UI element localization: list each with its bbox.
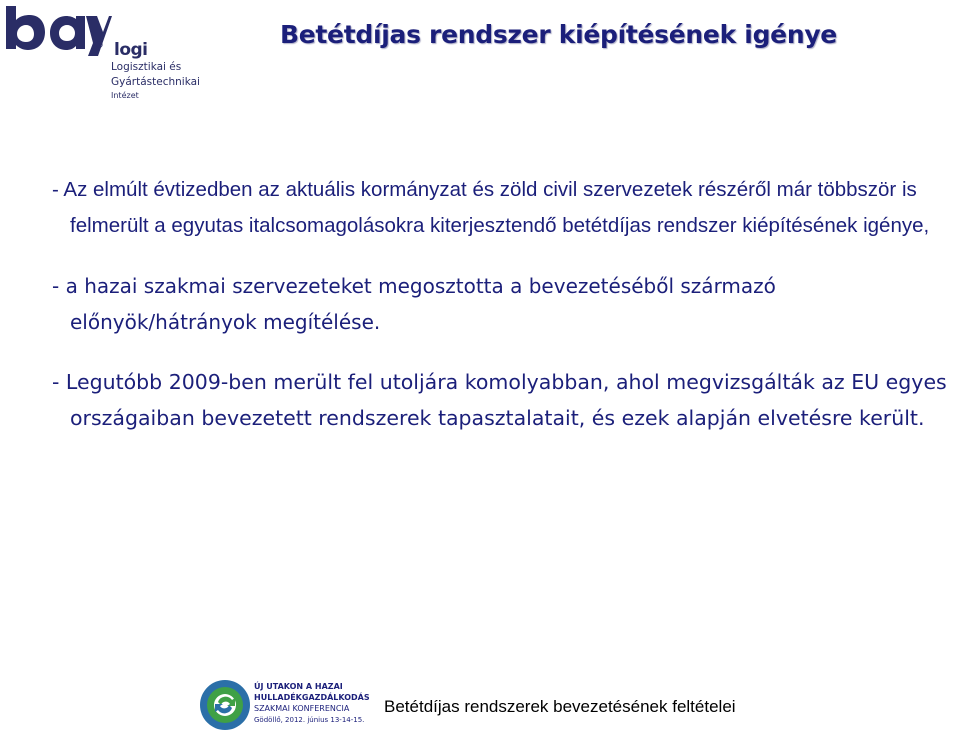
bay-logo <box>4 4 114 60</box>
conference-line-3: SZAKMAI KONFERENCIA <box>254 704 350 713</box>
page-title: Betétdíjas rendszer kiépítésének igénye <box>280 20 837 49</box>
paragraph-2: - a hazai szakmai szervezeteket megosztotta a bevezetéséből származó előnyök/hátrányok megítélése. <box>52 274 776 334</box>
conference-line-2: HULLADÉKGAZDÁLKODÁS <box>254 693 370 702</box>
conference-line-4: Gödöllő, 2012. június 13-14-15. <box>254 716 365 724</box>
logi-line-1: Logisztikai és <box>111 61 182 73</box>
paragraph-3: - Legutóbb 2009-ben merült fel utoljára komolyabban, ahol megvizsgálták az EU egyes országaiban bevezetett rendszerek tapasztalatait, és ezek alapján elvetésre került. <box>52 370 947 430</box>
conference-line-1: ÚJ UTAKON A HAZAI <box>254 682 343 691</box>
logo-area <box>4 4 214 100</box>
logi-logo: logi <box>114 40 148 60</box>
conference-logo <box>198 676 368 734</box>
footer-caption: Betétdíjas rendszerek bevezetésének feltételei <box>384 697 736 716</box>
logi-line-2: Gyártástechnikai <box>111 76 200 88</box>
registered-mark: ® <box>94 40 104 51</box>
logi-institute-name <box>111 60 200 102</box>
paragraph-1: - Az elmúlt évtizedben az aktuális kormányzat és zöld civil szervezetek részéről már többször is felmerült a egyutas italcsomagolásokra kiterjesztendő betétdíjas rendszer kiépítésének igénye, <box>52 178 930 237</box>
logi-sub: Intézet <box>111 91 139 100</box>
body-content <box>52 172 952 460</box>
recycle-globe-icon <box>198 678 252 732</box>
